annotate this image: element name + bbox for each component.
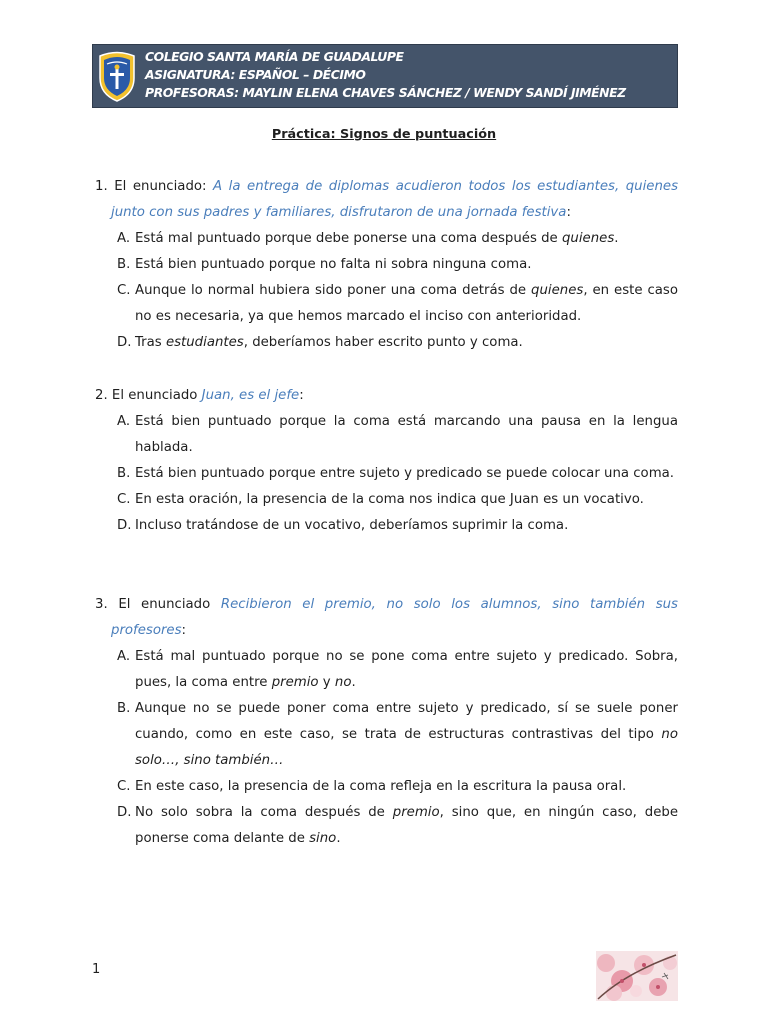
option-c[interactable] xyxy=(95,278,678,330)
page-number: 1 xyxy=(92,962,101,977)
option-text: . xyxy=(614,231,619,246)
option-a[interactable] xyxy=(95,226,678,252)
option-text: . xyxy=(336,831,341,846)
question-stem xyxy=(95,174,678,226)
question-1 xyxy=(95,174,678,356)
header-text xyxy=(145,48,626,102)
question-trail: : xyxy=(566,205,571,220)
option-letter: A. xyxy=(117,231,131,246)
question-stem xyxy=(95,383,678,409)
cherry-blossom-icon xyxy=(596,951,678,1001)
question-trail: : xyxy=(299,388,304,403)
option-text: Está bien puntuado porque entre sujeto y predicado se puede colocar una coma. xyxy=(135,466,675,481)
quoted-sentence: A la entrega de diplomas acudieron todos los estudiantes, quienes junto con sus padres y familiares, disfrutaron de una jornada festiva xyxy=(111,179,678,220)
option-b[interactable] xyxy=(95,461,678,487)
question-3 xyxy=(95,592,678,852)
option-text: Está bien puntuado porque la coma está marcando una pausa en la lengua hablada. xyxy=(135,414,678,455)
option-text: En este caso, la presencia de la coma refleja en la escritura la pausa oral. xyxy=(135,779,627,794)
option-text: , sino que, en ningún caso, debe ponerse coma delante de xyxy=(135,805,678,846)
option-italic: quienes xyxy=(531,283,584,298)
option-letter: D. xyxy=(117,335,132,350)
option-letter: D. xyxy=(117,518,132,533)
option-letter: B. xyxy=(117,701,131,716)
option-italic: premio xyxy=(392,805,440,820)
option-letter: C. xyxy=(117,779,131,794)
subject-line: ASIGNATURA: ESPAÑOL – DÉCIMO xyxy=(145,67,366,82)
option-text: Tras xyxy=(135,335,166,350)
header-banner xyxy=(92,44,678,108)
option-italic: no solo…, sino también… xyxy=(135,727,678,768)
option-text: Está mal puntuado porque no se pone coma entre sujeto y predicado. Sobra, pues, la coma entre xyxy=(135,649,678,690)
option-text: . xyxy=(351,675,356,690)
option-text: , en este caso no es necesaria, ya que hemos marcado el inciso con anterioridad. xyxy=(135,283,678,324)
option-text: No solo sobra la coma después de xyxy=(135,805,393,820)
option-a[interactable] xyxy=(95,644,678,696)
answer-options xyxy=(95,644,678,852)
question-2 xyxy=(95,383,678,539)
option-italic: quienes xyxy=(561,231,615,246)
question-lead: 1. El enunciado: xyxy=(95,179,214,194)
option-text: Aunque lo normal hubiera sido poner una coma detrás de xyxy=(135,283,532,298)
quoted-sentence: Juan, es el jefe xyxy=(201,388,300,403)
option-d[interactable] xyxy=(95,513,678,539)
teachers-line: PROFESORAS: MAYLIN ELENA CHAVES SÁNCHEZ / WENDY SANDÍ JIMÉNEZ xyxy=(145,85,626,100)
page-title: Práctica: Signos de puntuación xyxy=(271,127,497,142)
option-italic: premio xyxy=(271,675,319,690)
option-text: Está mal puntuado porque debe ponerse una coma después de xyxy=(135,231,562,246)
option-d[interactable] xyxy=(95,800,678,852)
option-c[interactable] xyxy=(95,487,678,513)
option-italic: sino xyxy=(309,831,337,846)
option-text: Incluso tratándose de un vocativo, deberíamos suprimir la coma. xyxy=(135,518,569,533)
option-text: y xyxy=(318,675,335,690)
option-a[interactable] xyxy=(95,409,678,461)
answer-options xyxy=(95,409,678,539)
option-letter: A. xyxy=(117,649,131,664)
question-lead: 3. El enunciado xyxy=(95,597,221,612)
option-letter: B. xyxy=(117,466,131,481)
option-text: Está bien puntuado porque no falta ni sobra ninguna coma. xyxy=(135,257,532,272)
option-italic: estudiantes xyxy=(165,335,244,350)
option-c[interactable] xyxy=(95,774,678,800)
question-stem xyxy=(95,592,678,644)
option-text: En esta oración, la presencia de la coma nos indica que Juan es un vocativo. xyxy=(135,492,644,507)
quoted-sentence: Recibieron el premio, no solo los alumnos, sino también sus profesores xyxy=(111,597,678,638)
school-name: COLEGIO SANTA MARÍA DE GUADALUPE xyxy=(145,49,404,64)
option-text: , deberíamos haber escrito punto y coma. xyxy=(243,335,523,350)
option-b[interactable] xyxy=(95,696,678,774)
school-crest-icon xyxy=(97,50,137,102)
question-trail: : xyxy=(181,623,187,638)
option-text: Aunque no se puede poner coma entre sujeto y predicado, sí se suele poner cuando, como en este caso, se trata de estructuras contrastivas del tipo xyxy=(135,701,678,742)
answer-options xyxy=(95,226,678,356)
question-lead: 2. El enunciado xyxy=(95,388,202,403)
option-letter: B. xyxy=(117,257,131,272)
option-letter: C. xyxy=(117,492,131,507)
option-letter: C. xyxy=(117,283,131,298)
option-d[interactable] xyxy=(95,330,678,356)
option-italic: no xyxy=(334,675,352,690)
option-letter: D. xyxy=(117,805,132,820)
option-letter: A. xyxy=(117,414,131,429)
option-b[interactable] xyxy=(95,252,678,278)
